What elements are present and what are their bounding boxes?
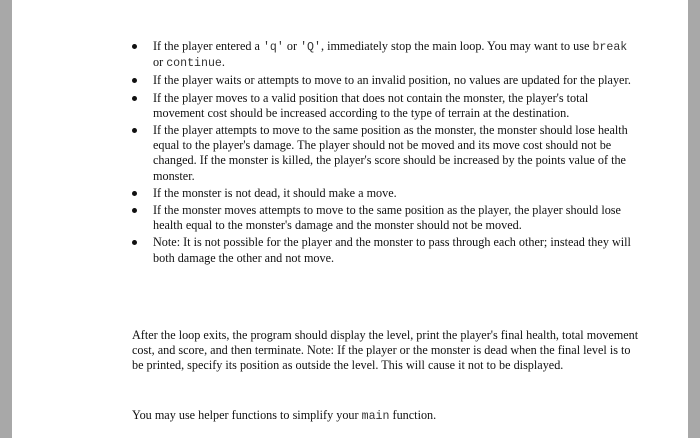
bullet-text: or — [283, 39, 301, 53]
bullet-text: If the player attempts to move to the same position as the monster, the monster should lose health equal to the player's damage. The player should not be moved and its move cost should not be changed. If the monster is killed, the player's score should be increased by the points value of the monster. — [153, 123, 628, 183]
bullet-text: , immediately stop the main loop. You may want to use — [320, 39, 593, 53]
code-main: main — [361, 410, 390, 423]
bullet-text: . — [221, 55, 225, 70]
bullet-dot — [132, 240, 137, 245]
bullet-dot — [132, 96, 137, 101]
bullet-item-monster-move — [130, 186, 635, 201]
paragraph-helper-functions — [132, 408, 642, 424]
bullet-text: Note: It is not possible for the player and the monster to pass through each other; instead they will both damage the other and not move. — [153, 235, 631, 265]
bullet-text: If the monster is not dead, it should make a move. — [153, 185, 397, 200]
code-q-lower: 'q' — [262, 41, 284, 54]
paragraph-after-loop: After the loop exits, the program should display the level, print the player's final health, total movement cost, and score, and then terminate. Note: If the player or the monster is dead when the final level is to be printed, specify its position as outside the level. This will cause it not to be displayed. — [132, 328, 639, 373]
bullet-dot — [132, 208, 137, 213]
bullet-item-attack-monster — [130, 123, 635, 184]
code-continue: continue — [166, 57, 222, 71]
bullet-item-invalid-move — [130, 73, 635, 88]
code-q-upper: 'Q' — [300, 41, 321, 54]
bullet-text: If the monster moves attempts to move to the same position as the player, the player should lose health equal to the monster's damage and the monster should not be moved. — [153, 203, 621, 233]
bullet-dot — [132, 78, 137, 83]
bullet-dot — [132, 44, 137, 49]
bullet-text: If the player waits or attempts to move to an invalid position, no values are updated for the player. — [153, 73, 631, 88]
rules-bullet-list — [130, 39, 635, 268]
bullet-text: or — [153, 55, 167, 70]
bullet-item-monster-attack — [130, 203, 635, 233]
bullet-item-quit — [130, 39, 635, 71]
bullet-dot — [132, 128, 137, 133]
bullet-item-valid-move — [130, 91, 635, 121]
paragraph-text: function. — [389, 408, 437, 422]
bullet-item-note — [130, 235, 635, 265]
bullet-dot — [132, 191, 137, 196]
code-break: break — [592, 41, 628, 54]
bullet-text: If the player entered a — [153, 39, 263, 53]
paragraph-text: You may use helper functions to simplify your — [132, 408, 362, 422]
document-page — [12, 0, 688, 438]
bullet-text: If the player moves to a valid position that does not contain the monster, the player's total movement cost should be increased according to the type of terrain at the destination. — [153, 90, 589, 120]
